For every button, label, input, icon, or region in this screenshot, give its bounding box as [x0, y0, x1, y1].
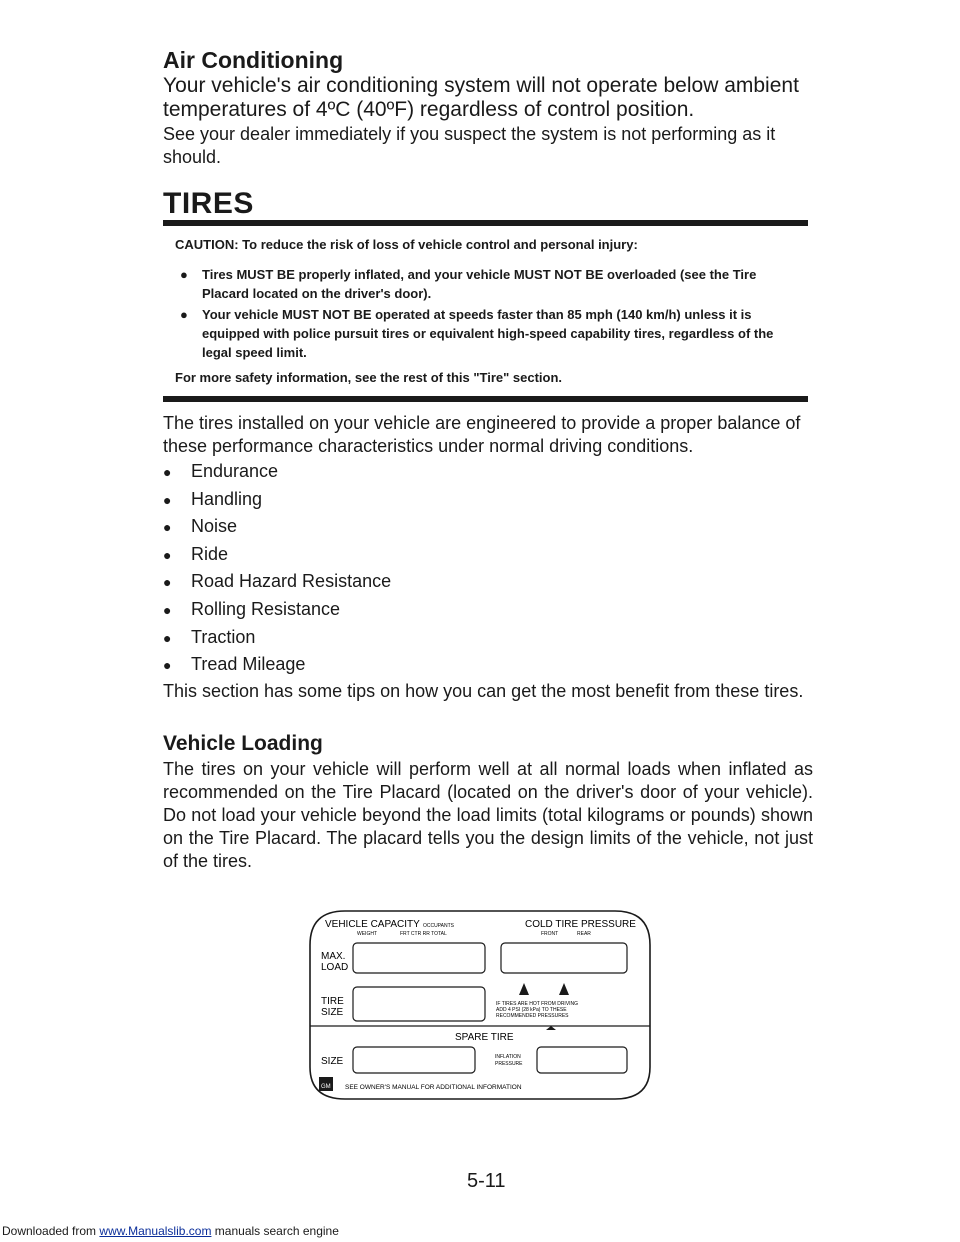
vehicle-loading-paragraph: The tires on your vehicle will perform well at all normal loads when inflated as recommended on the Tire Placard (located on the driver's door of your vehicle). Do not load your vehicle beyond the load limits (total kilograms or pounds) shown on the Tire Placard. The placard tells you the design limits of the vehicle, not just of the tires.: [163, 759, 813, 871]
page-number: 5-11: [467, 1170, 506, 1192]
placard-rear: REAR: [577, 931, 591, 937]
list-item: [163, 513, 391, 541]
list-item: [163, 596, 391, 624]
placard-pressure: PRESSURE: [495, 1061, 523, 1067]
pressure-box: [501, 943, 627, 973]
bullet-icon: ●: [163, 629, 172, 646]
placard-max: MAX.: [321, 951, 346, 962]
section-heading-tires: TIRES: [163, 187, 254, 220]
section-heading-vehicle-loading: Vehicle Loading: [163, 732, 323, 755]
caution-bullet-text: Tires MUST BE properly inflated, and your vehicle MUST NOT BE overloaded (see the Tire Placard located on the driver's door).: [202, 267, 757, 301]
caution-label: CAUTION:: [175, 237, 239, 252]
placard-occupant-columns: FRT CTR RR TOTAL: [400, 931, 447, 937]
list-item: [163, 651, 391, 679]
list-item-text: Tread Mileage: [191, 654, 306, 675]
bullet-icon: ●: [163, 546, 172, 563]
list-item: [163, 568, 391, 596]
section-heading-air-conditioning: Air Conditioning: [163, 47, 344, 73]
caution-lead: [175, 237, 638, 252]
placard-load: LOAD: [321, 962, 349, 973]
placard-cold-tire-pressure: COLD TIRE PRESSURE: [525, 919, 636, 930]
placard-outline: [310, 911, 650, 1099]
air-conditioning-paragraph: Your vehicle's air conditioning system will not operate below ambient temperatures of 4ºC (40ºF) regardless of control position.: [163, 74, 799, 121]
caution-lead-text: To reduce the risk of loss of vehicle control and personal injury:: [242, 237, 638, 252]
list-item: [163, 458, 391, 486]
placard-occupants: OCCUPANTS: [423, 923, 455, 929]
list-item-text: Ride: [191, 543, 229, 564]
list-item-text: Handling: [191, 488, 263, 509]
caution-bullet: [180, 265, 800, 303]
footer-suffix: manuals search engine: [214, 1224, 339, 1238]
placard-note-hot: IF TIRES ARE HOT FROM DRIVING: [496, 1001, 579, 1007]
bullet-icon: ●: [163, 519, 172, 536]
list-item-text: Road Hazard Resistance: [191, 571, 392, 592]
spare-pressure-box: [537, 1047, 627, 1073]
bullet-icon: ●: [163, 601, 172, 618]
tire-placard-figure: [305, 905, 655, 1105]
placard-note-add: ADD 4 PSI (28 kPa) TO THESE: [496, 1007, 567, 1013]
front-arrow-icon: [519, 983, 529, 995]
bullet-icon: ●: [163, 657, 172, 674]
air-conditioning-dealer-paragraph: See your dealer immediately if you suspect the system is not performing as it should.: [163, 124, 776, 167]
bullet-icon: ●: [180, 267, 188, 282]
caution-top-rule: [163, 220, 808, 226]
tires-summary-paragraph: This section has some tips on how you can get the most benefit from these tires.: [163, 681, 804, 701]
spare-size-box: [353, 1047, 475, 1073]
list-item-text: Traction: [191, 626, 256, 647]
placard-note-recommended: RECOMMENDED PRESSURES: [496, 1013, 569, 1019]
list-item: [163, 624, 391, 652]
footer-prefix: Downloaded from: [2, 1224, 97, 1238]
download-footer: [2, 1224, 339, 1238]
caution-bottom-rule: [163, 396, 808, 402]
list-item-text: Noise: [191, 516, 238, 537]
placard-front: FRONT: [541, 931, 559, 937]
caution-bullet: [180, 305, 800, 362]
placard-spare-tire: SPARE TIRE: [455, 1032, 514, 1043]
tires-intro-paragraph: The tires installed on your vehicle are engineered to provide a proper balance of these performance characteristics under normal driving conditions.: [163, 413, 801, 456]
list-item-text: Endurance: [191, 461, 279, 481]
placard-spare-size: SIZE: [321, 1056, 344, 1067]
gm-logo-text: GM: [321, 1084, 331, 1090]
list-item: [163, 486, 391, 514]
bullet-icon: ●: [163, 464, 172, 480]
bullet-icon: ●: [163, 574, 172, 591]
placard-see-manual: SEE OWNER'S MANUAL FOR ADDITIONAL INFORMATION: [345, 1084, 522, 1091]
characteristics-list: [163, 458, 391, 679]
rear-arrow-icon: [559, 983, 569, 995]
list-item: [163, 541, 391, 569]
caution-more-info: For more safety information, see the rest of this "Tire" section.: [175, 370, 563, 385]
tire-size-box: [353, 987, 485, 1021]
list-item-text: Rolling Resistance: [191, 598, 341, 619]
placard-vehicle-capacity: VEHICLE CAPACITY: [325, 919, 420, 930]
bullet-icon: ●: [163, 491, 172, 508]
max-load-box: [353, 943, 485, 973]
placard-inflation: INFLATION: [495, 1054, 521, 1060]
bullet-icon: ●: [180, 307, 188, 322]
placard-size: SIZE: [321, 1007, 344, 1018]
manualslib-link[interactable]: www.Manualslib.com: [99, 1224, 212, 1238]
placard-weight: WEIGHT: [357, 931, 377, 937]
placard-tire: TIRE: [321, 996, 344, 1007]
caution-bullet-text: Your vehicle MUST NOT BE operated at speeds faster than 85 mph (140 km/h) unless it is equipped with police pursuit tires or equivalent high-speed capability tires, regardless of the legal speed limit.: [202, 307, 774, 360]
